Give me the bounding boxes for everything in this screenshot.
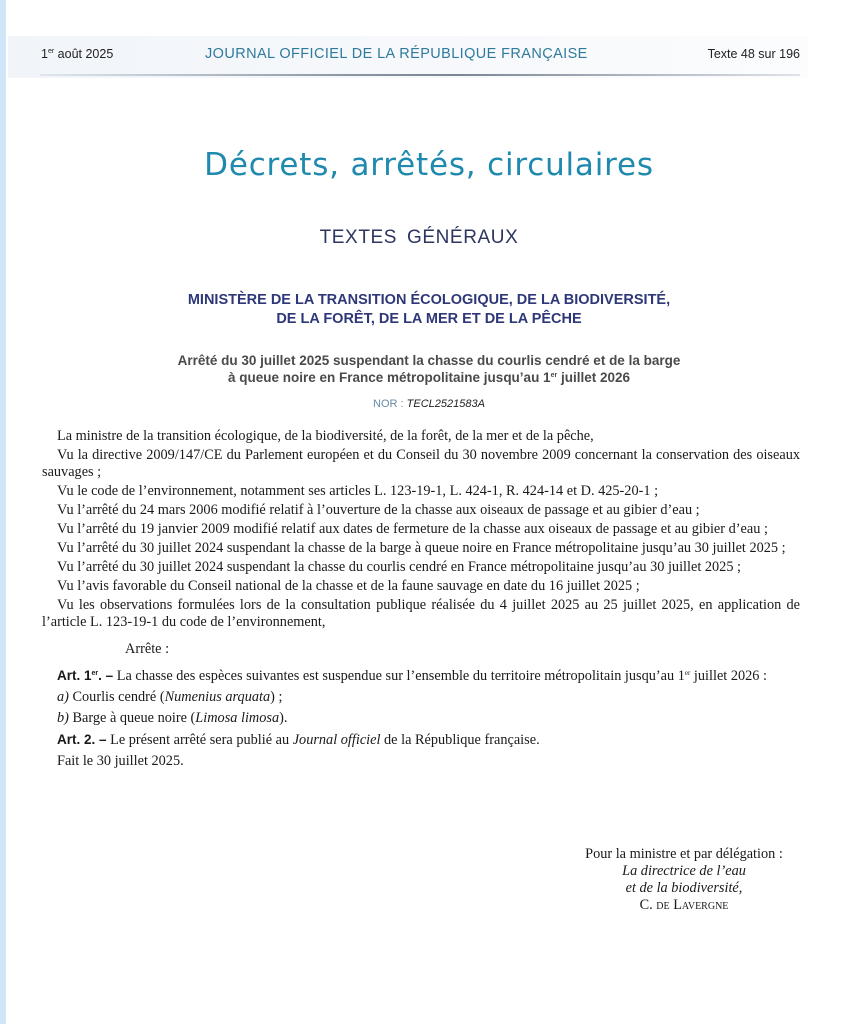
visa-5: Vu l’arrêté du 30 juillet 2024 suspendant la chasse de la barge à queue noire en France métropolitaine jusqu’au 30 juillet 2025 ; bbox=[57, 540, 786, 556]
arrete-title-line-2 bbox=[0, 369, 858, 386]
visa-8: Vu les observations formulées lors de la consultation publique réalisée du 4 juillet 2025 au 25 juillet 2025, en application de l’article L. 123-19-1 du code de l’environnement, bbox=[42, 597, 800, 630]
nor-reference bbox=[0, 398, 858, 410]
ministry-heading bbox=[0, 291, 858, 329]
signatory-name bbox=[540, 897, 828, 914]
species-item-a bbox=[42, 689, 800, 706]
journal-title: JOURNAL OFFICIEL DE LA RÉPUBLIQUE FRANÇAISE bbox=[205, 46, 588, 62]
article-2-label: Art. 2. – bbox=[57, 732, 107, 747]
article-1-label-text: Art. 1 bbox=[57, 668, 92, 683]
species-item-a-latin: Numenius arquata bbox=[164, 689, 271, 705]
main-title: Décrets, arrêtés, circulaires bbox=[204, 147, 654, 183]
date-day: 1 bbox=[41, 47, 48, 61]
article-1-label-end: . – bbox=[98, 668, 114, 683]
nor-label: NOR : bbox=[373, 398, 407, 410]
ministry-line-1: MINISTÈRE DE LA TRANSITION ÉCOLOGIQUE, DE LA BIODIVERSITÉ, bbox=[187, 292, 671, 308]
species-item-b bbox=[42, 710, 800, 727]
publication-date bbox=[41, 47, 113, 61]
article-1-text-b: juillet 2026 : bbox=[690, 668, 767, 684]
signature-line-2: La directrice de l’eau bbox=[622, 863, 746, 879]
arrete-title-line-2-a: à queue noire en France métropolitaine jusqu’au 1 bbox=[228, 370, 551, 385]
section-title: TEXTES GÉNÉRAUX bbox=[319, 227, 519, 248]
article-2-text-a: Le présent arrêté sera publié au bbox=[106, 732, 293, 748]
nor-code: TECL2521583A bbox=[406, 398, 485, 410]
visa-2: Vu le code de l’environnement, notamment ses articles L. 123-19-1, L. 424-1, R. 424-14 et D. 425-20-1 ; bbox=[57, 483, 659, 499]
species-item-b-text: Barge à queue noire ( bbox=[68, 710, 196, 726]
ministry-line-2: DE LA FORÊT, DE LA MER ET DE LA PÊCHE bbox=[276, 311, 582, 327]
signatory-particle: de bbox=[656, 897, 674, 913]
article-2-journal: Journal officiel bbox=[292, 732, 381, 748]
species-item-b-latin: Limosa limosa bbox=[195, 710, 280, 726]
arrete-title-superscript: er bbox=[550, 372, 558, 379]
article-1-text-superscript: er bbox=[684, 669, 691, 677]
date-rest: août 2025 bbox=[57, 47, 114, 61]
visa-7: Vu l’avis favorable du Conseil national de la chasse et de la faune sauvage en date du 16 juillet 2025 ; bbox=[57, 578, 640, 594]
page-info: Texte 48 sur 196 bbox=[707, 47, 800, 61]
species-item-b-marker: b) bbox=[57, 710, 69, 726]
arrete-title-line-2-b: juillet 2026 bbox=[557, 370, 630, 385]
article-2 bbox=[42, 731, 800, 749]
article-2-text-b: de la République française. bbox=[380, 732, 540, 748]
article-1 bbox=[42, 667, 800, 685]
species-item-b-end: ). bbox=[279, 710, 288, 726]
signatory-initial: C. bbox=[639, 897, 657, 913]
visa-1: Vu la directive 2009/147/CE du Parlement européen et du Conseil du 30 novembre 2009 concernant la conservation des oiseaux sauvages ; bbox=[42, 447, 800, 480]
preamble: La ministre de la transition écologique, de la biodiversité, de la forêt, de la mer et de la pêche, bbox=[57, 428, 594, 444]
signature-line-3: et de la biodiversité, bbox=[625, 880, 743, 896]
visa-3: Vu l’arrêté du 24 mars 2006 modifié relatif à l’ouverture de la chasse aux oiseaux de passage et au gibier d’eau ; bbox=[57, 502, 700, 518]
document-body bbox=[42, 428, 800, 772]
species-item-a-text: Courlis cendré ( bbox=[68, 689, 165, 705]
arrete-word: Arrête : bbox=[125, 641, 170, 657]
header-rule bbox=[40, 74, 800, 76]
arrete-title-line-1: Arrêté du 30 juillet 2025 suspendant la chasse du courlis cendré et de la barge bbox=[177, 353, 681, 368]
signature-block bbox=[540, 846, 828, 914]
arrete-title bbox=[0, 352, 858, 386]
article-1-label bbox=[57, 668, 113, 683]
date-superscript: er bbox=[47, 48, 55, 55]
visa-4: Vu l’arrêté du 19 janvier 2009 modifié relatif aux dates de fermeture de la chasse aux oiseaux de passage et au gibier d’eau ; bbox=[57, 521, 768, 537]
species-item-a-marker: a) bbox=[57, 689, 69, 705]
article-1-text-a: La chasse des espèces suivantes est suspendue sur l’ensemble du territoire métropolitain jusqu’au 1 bbox=[113, 668, 685, 684]
signatory-last-name: Lavergne bbox=[673, 897, 729, 913]
done-date: Fait le 30 juillet 2025. bbox=[57, 753, 184, 769]
visa-6: Vu l’arrêté du 30 juillet 2024 suspendant la chasse du courlis cendré en France métropolitaine jusqu’au 30 juillet 2025 ; bbox=[57, 559, 742, 575]
species-item-a-end: ) ; bbox=[270, 689, 283, 705]
article-1-label-superscript: er bbox=[91, 670, 99, 677]
signature-line-1: Pour la ministre et par délégation : bbox=[585, 846, 783, 862]
